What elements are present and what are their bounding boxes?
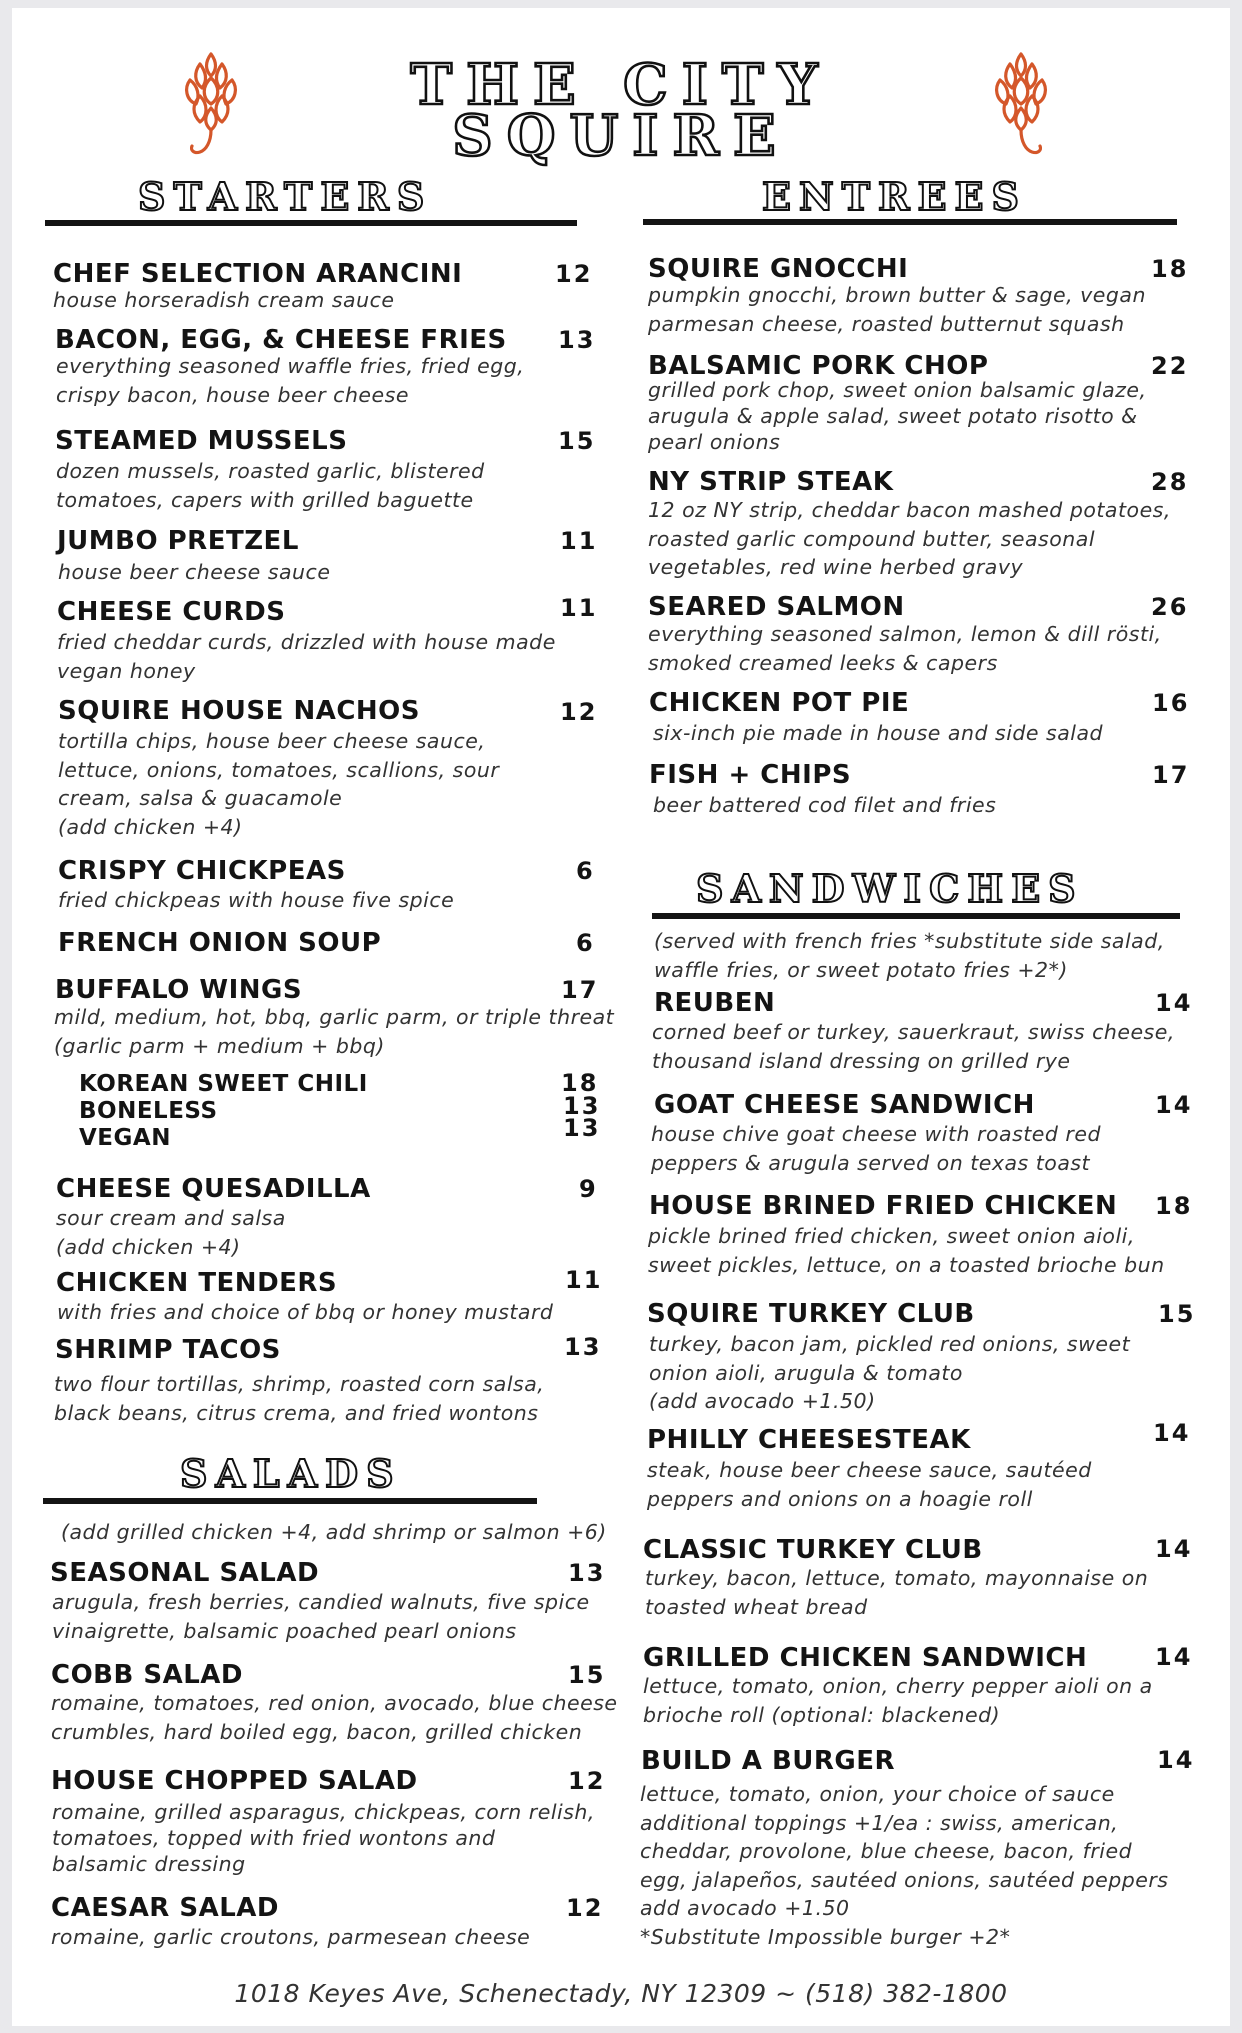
menu-item-description: house beer cheese sauce <box>58 560 331 584</box>
menu-item-price: 17 <box>561 976 599 1004</box>
menu-item-price: 26 <box>1151 593 1189 621</box>
menu-item-description: pumpkin gnocchi, brown butter & sage, vegan parmesan cheese, roasted butternut squash <box>648 283 1146 336</box>
menu-item-price: 14 <box>1155 989 1193 1017</box>
menu-item-description: mild, medium, hot, bbq, garlic parm, or triple threat (garlic parm + medium + bbq) <box>54 1005 615 1058</box>
menu-item-name: CLASSIC TURKEY CLUB <box>643 1535 983 1565</box>
menu-item-description: beer battered cod filet and fries <box>653 793 997 817</box>
menu-item-description: everything seasoned waffle fries, fried egg, crispy bacon, house beer cheese <box>56 354 525 407</box>
menu-item-price: 28 <box>1151 468 1189 496</box>
menu-item-name: GRILLED CHICKEN SANDWICH <box>643 1643 1088 1673</box>
menu-item-name: CRISPY CHICKPEAS <box>58 856 346 886</box>
menu-item-name: REUBEN <box>654 988 776 1018</box>
menu-item-description: tortilla chips, house beer cheese sauce, lettuce, onions, tomatoes, scallions, sour cream, salsa & guacamole (add chicken +4) <box>58 729 500 839</box>
menu-item-name: CHEF SELECTION ARANCINI <box>53 259 463 289</box>
menu-item-name: COBB SALAD <box>51 1660 243 1690</box>
menu-item-name: HOUSE CHOPPED SALAD <box>51 1766 418 1796</box>
menu-item-description: six-inch pie made in house and side salad <box>653 721 1104 745</box>
menu-item-name: CHEESE QUESADILLA <box>56 1174 371 1204</box>
menu-item-description: turkey, bacon jam, pickled red onions, sweet onion aioli, arugula & tomato (add avocado +1.50) <box>649 1332 1131 1413</box>
wing-option-name: VEGAN <box>79 1125 171 1151</box>
menu-item-name: SQUIRE GNOCCHI <box>648 254 909 284</box>
salads-note: (add grilled chicken +4, add shrimp or salmon +6) <box>61 1520 607 1544</box>
menu-item-price: 12 <box>566 1894 604 1922</box>
menu-item-name: GOAT CHEESE SANDWICH <box>654 1090 1035 1120</box>
menu-item-name: SQUIRE HOUSE NACHOS <box>58 696 421 726</box>
menu-item-description: grilled pork chop, sweet onion balsamic glaze, arugula & apple salad, sweet potato risotto & pearl onions <box>648 378 1147 454</box>
menu-item-price: 14 <box>1155 1643 1193 1671</box>
menu-item-name: CAESAR SALAD <box>51 1893 280 1923</box>
sandwiches-note: (served with french fries *substitute side salad, waffle fries, or sweet potato fries +2*) <box>654 929 1165 982</box>
menu-item-price: 11 <box>565 1266 603 1294</box>
section-heading-salads: SALADS <box>180 1451 402 1496</box>
menu-item-description: romaine, garlic croutons, parmesean cheese <box>51 1925 531 1949</box>
menu-item-name: SEASONAL SALAD <box>50 1558 320 1588</box>
menu-item-name: BUILD A BURGER <box>641 1746 896 1776</box>
menu-item-description: turkey, bacon, lettuce, tomato, mayonnaise on toasted wheat bread <box>645 1566 1149 1619</box>
section-rule <box>43 1498 537 1504</box>
menu-item-price: 17 <box>1152 761 1190 789</box>
menu-item-name: JUMBO PRETZEL <box>57 526 299 556</box>
menu-item-name: SHRIMP TACOS <box>55 1335 281 1365</box>
menu-item-name: BALSAMIC PORK CHOP <box>648 351 989 381</box>
wing-option-price: 18 <box>561 1069 599 1097</box>
menu-item-description: corned beef or turkey, sauerkraut, swiss cheese, thousand island dressing on grilled rye <box>652 1020 1175 1073</box>
menu-item-price: 13 <box>568 1559 606 1587</box>
menu-item-description: two flour tortillas, shrimp, roasted corn salsa, black beans, citrus crema, and fried wontons <box>54 1372 545 1425</box>
menu-item-name: STEAMED MUSSELS <box>55 426 348 456</box>
menu-item-price: 11 <box>560 594 598 622</box>
menu-item-name: CHEESE CURDS <box>57 597 286 627</box>
section-rule <box>652 913 1180 919</box>
menu-item-price: 9 <box>579 1175 598 1203</box>
menu-item-price: 6 <box>576 857 595 885</box>
restaurant-title-line1: THE CITY <box>410 52 832 118</box>
menu-item-description: arugula, fresh berries, candied walnuts, five spice vinaigrette, balsamic poached pearl onions <box>52 1590 590 1643</box>
menu-item-price: 12 <box>568 1767 606 1795</box>
menu-item-description: dozen mussels, roasted garlic, blistered tomatoes, capers with grilled baguette <box>56 459 485 512</box>
menu-item-description: with fries and choice of bbq or honey mustard <box>57 1300 554 1324</box>
menu-item-name: FRENCH ONION SOUP <box>58 928 382 958</box>
restaurant-title-line2: SQUIRE <box>452 103 790 169</box>
menu-item-description: romaine, grilled asparagus, chickpeas, corn relish, tomatoes, topped with fried wontons and balsamic dressing <box>52 1800 595 1876</box>
menu-item-name: HOUSE BRINED FRIED CHICKEN <box>649 1191 1118 1221</box>
footer-address-phone: 1018 Keyes Ave, Schenectady, NY 12309 ~ (518) 382-1800 <box>234 1979 1008 2008</box>
menu-item-name: SQUIRE TURKEY CLUB <box>647 1299 975 1329</box>
section-heading-starters: STARTERS <box>138 174 433 219</box>
menu-item-description: pickle brined fried chicken, sweet onion aioli, sweet pickles, lettuce, on a toasted brioche bun <box>648 1224 1165 1277</box>
wing-option-name: KOREAN SWEET CHILI <box>79 1071 368 1097</box>
menu-item-price: 12 <box>555 260 593 288</box>
menu-item-name: BUFFALO WINGS <box>55 975 303 1005</box>
menu-item-price: 14 <box>1155 1091 1193 1119</box>
menu-item-name: PHILLY CHEESESTEAK <box>647 1425 971 1455</box>
menu-item-price: 6 <box>576 929 595 957</box>
menu-item-name: NY STRIP STEAK <box>648 467 894 497</box>
menu-item-price: 13 <box>558 326 596 354</box>
menu-item-description: house chive goat cheese with roasted red peppers & arugula served on texas toast <box>651 1122 1101 1175</box>
menu-item-price: 22 <box>1151 352 1189 380</box>
menu-item-description: 12 oz NY strip, cheddar bacon mashed potatoes, roasted garlic compound butter, seasonal vegetables, red wine herbed gravy <box>648 498 1171 579</box>
menu-item-name: CHICKEN POT PIE <box>649 688 910 718</box>
wing-option-price: 13 <box>563 1092 601 1120</box>
menu-item-price: 18 <box>1155 1192 1193 1220</box>
wing-option-price: 13 <box>563 1114 601 1142</box>
menu-item-description: lettuce, tomato, onion, your choice of sauce additional toppings +1/ea : swiss, american, cheddar, provolone, blue cheese, bacon, fried egg, jalapeños, sautéed onions, sautéed peppers add avocado +1.50 *Substitute Impossible burger +2* <box>640 1782 1169 1949</box>
menu-item-description: steak, house beer cheese sauce, sautéed peppers and onions on a hoagie roll <box>647 1458 1092 1511</box>
menu-item-description: lettuce, tomato, onion, cherry pepper aioli on a brioche roll (optional: blackened) <box>643 1674 1153 1727</box>
menu-item-description: house horseradish cream sauce <box>53 288 395 312</box>
menu-item-name: FISH + CHIPS <box>649 760 852 790</box>
menu-item-price: 15 <box>568 1661 606 1689</box>
menu-item-price: 12 <box>560 698 598 726</box>
menu-item-price: 16 <box>1152 689 1190 717</box>
menu-item-price: 13 <box>564 1333 602 1361</box>
section-heading-entrees: ENTREES <box>762 174 1027 219</box>
menu-item-name: BACON, EGG, & CHEESE FRIES <box>55 325 507 355</box>
menu-item-description: fried cheddar curds, drizzled with house made vegan honey <box>57 630 556 683</box>
menu-item-price: 15 <box>558 427 596 455</box>
menu-item-price: 11 <box>560 527 598 555</box>
menu-item-price: 15 <box>1158 1300 1196 1328</box>
menu-item-name: SEARED SALMON <box>648 592 905 622</box>
section-heading-sandwiches: SANDWICHES <box>696 866 1084 911</box>
menu-item-name: CHICKEN TENDERS <box>56 1268 338 1298</box>
wing-option-name: BONELESS <box>79 1098 218 1124</box>
menu-item-description: fried chickpeas with house five spice <box>58 888 455 912</box>
menu-item-price: 18 <box>1151 255 1189 283</box>
menu-item-price: 14 <box>1157 1746 1195 1774</box>
section-rule <box>45 220 577 226</box>
section-rule <box>643 219 1177 225</box>
menu-item-price: 14 <box>1153 1419 1191 1447</box>
menu-item-description: sour cream and salsa (add chicken +4) <box>56 1206 286 1259</box>
menu-item-price: 14 <box>1155 1535 1193 1563</box>
menu-item-description: romaine, tomatoes, red onion, avocado, blue cheese crumbles, hard boiled egg, bacon, grilled chicken <box>51 1691 618 1744</box>
menu-item-description: everything seasoned salmon, lemon & dill rösti, smoked creamed leeks & capers <box>648 622 1162 675</box>
